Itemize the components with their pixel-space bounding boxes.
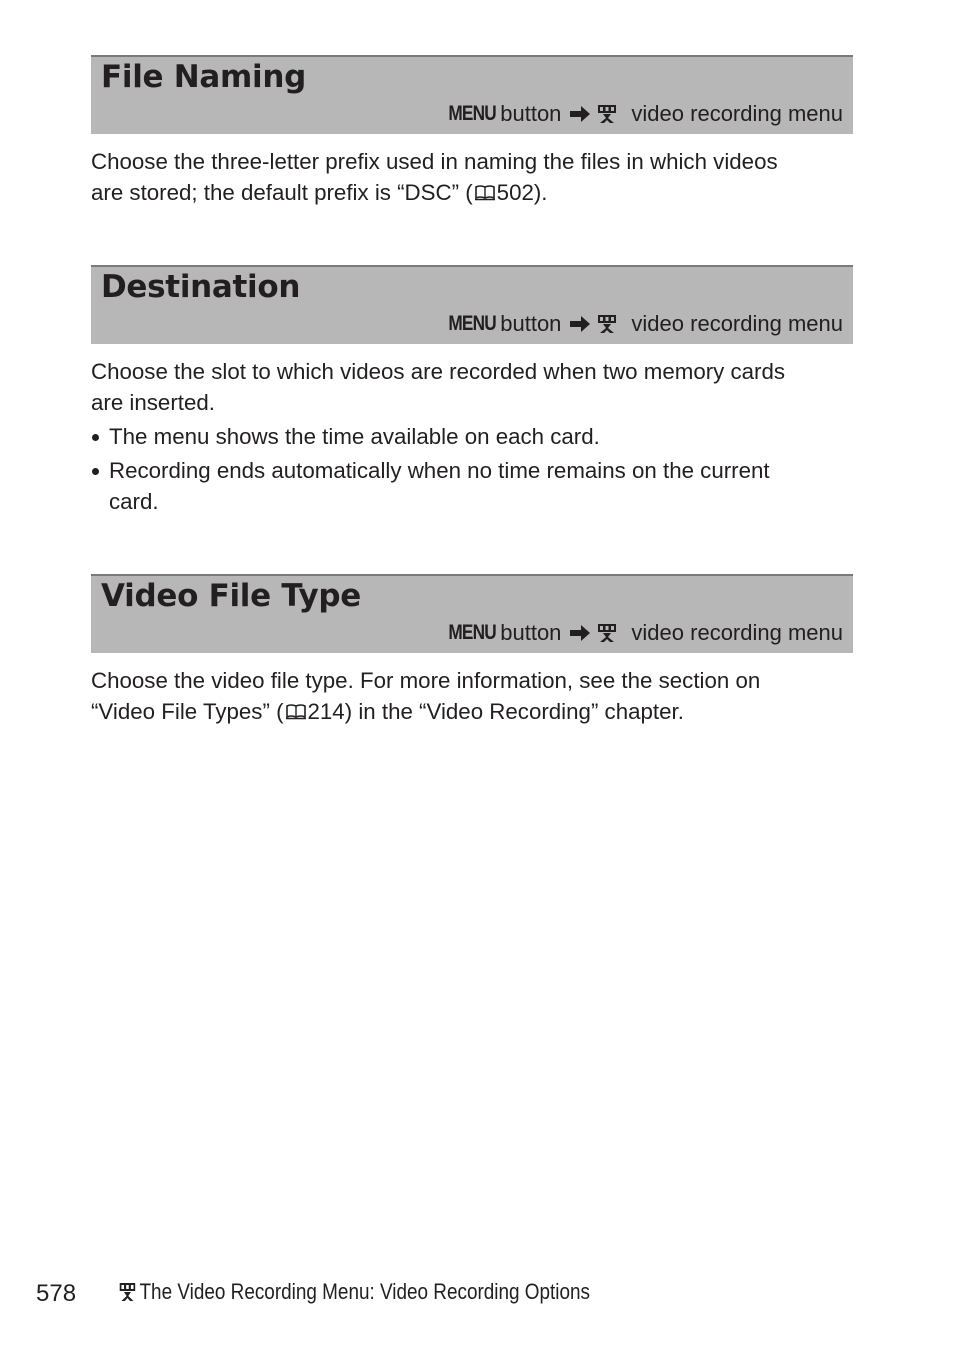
bullet-line: card. bbox=[109, 489, 159, 514]
menu-path bbox=[438, 101, 843, 127]
body-text-fragment: ). bbox=[533, 180, 548, 205]
movie-camera-icon bbox=[597, 623, 617, 643]
section-body bbox=[91, 356, 853, 418]
menu-target-label: video recording menu bbox=[631, 101, 843, 126]
section-header bbox=[91, 574, 853, 653]
page-reference[interactable]: 502 bbox=[496, 180, 534, 205]
arrow-right-icon bbox=[569, 316, 591, 332]
menu-button-label: button bbox=[500, 311, 562, 336]
menu-key-label: MENU bbox=[448, 102, 497, 125]
bullet-line: The menu shows the time available on each card. bbox=[109, 424, 600, 449]
section-title: File Naming bbox=[101, 59, 306, 95]
page-footer bbox=[36, 1278, 736, 1312]
body-line: Choose the three-letter prefix used in naming the files in which videos bbox=[91, 149, 778, 174]
movie-camera-icon bbox=[597, 314, 617, 334]
page-number: 578 bbox=[36, 1280, 77, 1307]
chapter-title-text: The Video Recording Menu: Video Recording Options bbox=[139, 1279, 591, 1304]
menu-button-label: button bbox=[500, 101, 562, 126]
section-body bbox=[91, 665, 853, 727]
body-line: Choose the slot to which videos are recorded when two memory cards bbox=[91, 359, 786, 384]
movie-camera-icon bbox=[597, 104, 617, 124]
body-line bbox=[91, 177, 853, 208]
chapter-title bbox=[118, 1279, 590, 1305]
section-body bbox=[91, 146, 853, 208]
body-line: Choose the video file type. For more information, see the section on bbox=[91, 668, 761, 693]
body-line bbox=[91, 696, 853, 727]
section-file-naming bbox=[91, 55, 853, 208]
body-text-fragment: ) in the “Video Recording” chapter. bbox=[344, 699, 684, 724]
body-text-fragment: are stored; the default prefix is “DSC” ( bbox=[91, 180, 473, 205]
book-reference-icon bbox=[474, 184, 496, 201]
menu-key-label: MENU bbox=[448, 312, 497, 335]
menu-key-label: MENU bbox=[448, 621, 497, 644]
section-title: Destination bbox=[101, 269, 301, 305]
arrow-right-icon bbox=[569, 106, 591, 122]
arrow-right-icon bbox=[569, 625, 591, 641]
menu-target-label: video recording menu bbox=[631, 311, 843, 336]
menu-path bbox=[438, 620, 843, 646]
bullet-dot bbox=[92, 468, 99, 475]
section-destination bbox=[91, 265, 853, 520]
section-header bbox=[91, 265, 853, 344]
section-title: Video File Type bbox=[101, 578, 362, 614]
list-item bbox=[91, 421, 853, 452]
movie-camera-icon bbox=[118, 1282, 137, 1302]
menu-path bbox=[438, 311, 843, 337]
book-reference-icon bbox=[285, 703, 307, 720]
bullet-line: Recording ends automatically when no time remains on the current bbox=[109, 458, 770, 483]
body-line: are inserted. bbox=[91, 390, 215, 415]
section-header bbox=[91, 55, 853, 134]
bullet-dot bbox=[92, 434, 99, 441]
menu-button-label: button bbox=[500, 620, 562, 645]
body-text-fragment: “Video File Types” ( bbox=[91, 699, 284, 724]
bullet-list bbox=[91, 421, 853, 517]
section-video-file-type bbox=[91, 574, 853, 727]
list-item bbox=[91, 455, 853, 517]
page-reference[interactable]: 214 bbox=[307, 699, 345, 724]
menu-target-label: video recording menu bbox=[631, 620, 843, 645]
